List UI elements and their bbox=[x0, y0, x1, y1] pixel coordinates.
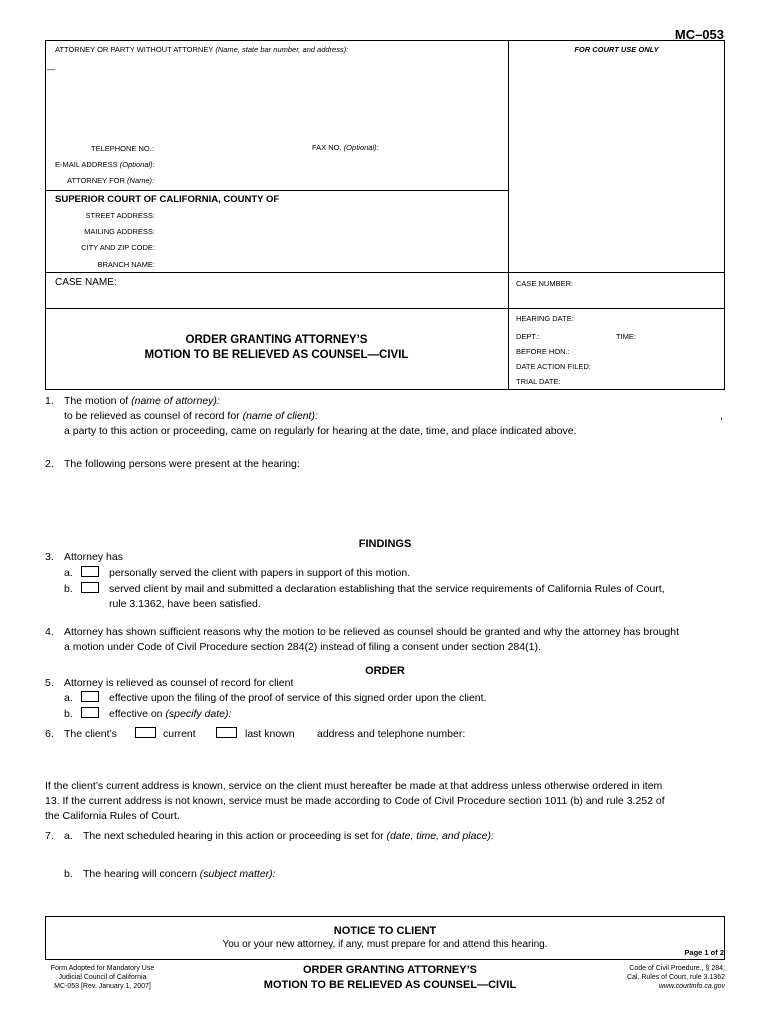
item-5a-text: effective upon the filing of the proof of service of this signed order upon the client. bbox=[109, 692, 487, 704]
attorney-label-paren: (Name, state bar number, and address): bbox=[215, 45, 349, 54]
persons-present-field[interactable] bbox=[64, 474, 720, 532]
date-filed-label: DATE ACTION FILED: bbox=[516, 362, 591, 371]
item-5a-letter: a. bbox=[64, 692, 73, 704]
before-hon-label: BEFORE HON.: bbox=[516, 347, 570, 356]
item-7a-text-plain: The next scheduled hearing in this action or proceeding is set for bbox=[83, 830, 384, 842]
footer-left-line-3: MC-053 [Rev. January 1, 2007] bbox=[54, 983, 151, 990]
footer-title bbox=[200, 963, 580, 993]
form-number: MC–053 bbox=[674, 27, 724, 42]
item-2-number: 2. bbox=[45, 458, 54, 470]
street-field[interactable] bbox=[160, 208, 500, 220]
city-label: CITY AND ZIP CODE: bbox=[81, 243, 155, 252]
attorney-label bbox=[55, 45, 348, 54]
footer-right-line-1: Code of Civil Proedure., § 284; bbox=[629, 965, 725, 972]
item-1-line-a bbox=[64, 395, 220, 407]
notice-box bbox=[45, 916, 725, 960]
item-3b-text-2: rule 3.1362, have been satisfied. bbox=[109, 598, 261, 610]
item-6-current-label: current bbox=[163, 728, 196, 740]
footer-website-link[interactable]: www.courtinfo.ca.gov bbox=[658, 983, 725, 990]
item-4-text-1: Attorney has shown sufficient reasons why the motion to be relieved as counsel should be granted and why the attorney has brought bbox=[64, 626, 680, 638]
item-6-text: The client’s bbox=[64, 728, 117, 740]
street-label: STREET ADDRESS: bbox=[85, 211, 155, 220]
item-7b-text-plain: The hearing will concern bbox=[83, 868, 197, 880]
order-heading: ORDER bbox=[365, 665, 405, 677]
item-1-comma: , bbox=[720, 410, 723, 422]
item-3b-letter: b. bbox=[64, 583, 73, 595]
email-label-text: E-MAIL ADDRESS bbox=[55, 160, 118, 169]
item-7-number: 7. bbox=[45, 830, 54, 842]
footer-title-line-2: MOTION TO BE RELIEVED AS COUNSEL—CIVIL bbox=[263, 979, 517, 991]
notice-title: NOTICE TO CLIENT bbox=[333, 925, 437, 937]
item-3-number: 3. bbox=[45, 551, 54, 563]
county-field[interactable] bbox=[295, 192, 500, 205]
item-5b-text bbox=[109, 708, 231, 720]
case-number-label: CASE NUMBER: bbox=[516, 279, 574, 288]
attorney-for-field[interactable] bbox=[160, 173, 500, 185]
item-7b-text-italic: (subject matter): bbox=[199, 868, 276, 880]
item-3a-checkbox[interactable] bbox=[81, 566, 99, 577]
fax-label bbox=[312, 143, 379, 152]
branch-label: BRANCH NAME: bbox=[97, 260, 155, 269]
fax-field[interactable] bbox=[380, 141, 500, 153]
telephone-label: TELEPHONE NO.: bbox=[91, 144, 154, 153]
attorney-for-label-paren: (Name): bbox=[127, 176, 155, 185]
case-number-field[interactable] bbox=[516, 290, 720, 305]
service-paragraph bbox=[45, 779, 665, 824]
item-5-number: 5. bbox=[45, 677, 54, 689]
item-1-a-italic: (name of attorney): bbox=[131, 395, 220, 407]
item-6-last-known-checkbox[interactable] bbox=[216, 727, 237, 738]
next-hearing-field[interactable] bbox=[83, 846, 720, 864]
service-paragraph-line-3: the California Rules of Court. bbox=[45, 810, 180, 822]
item-3b-text-1: served client by mail and submitted a declaration establishing that the service requirements of California Rules of Court, bbox=[109, 583, 665, 595]
hearing-date-label: HEARING DATE: bbox=[516, 314, 574, 323]
item-1-line-b bbox=[64, 410, 318, 422]
notice-text: You or your new attorney, if any, must prepare for and attend this hearing. bbox=[222, 939, 548, 950]
email-label bbox=[55, 160, 155, 169]
item-6-last-known-label: last known bbox=[245, 728, 295, 740]
dept-label: DEPT.: bbox=[516, 332, 540, 341]
item-7a-text-italic: (date, time, and place): bbox=[386, 830, 494, 842]
item-4-number: 4. bbox=[45, 626, 54, 638]
item-7a-text bbox=[83, 830, 494, 842]
item-6-number: 6. bbox=[45, 728, 54, 740]
attorney-for-label bbox=[67, 176, 154, 185]
item-5-text: Attorney is relieved as counsel of record for client bbox=[64, 677, 294, 689]
item-1-b-italic: (name of client): bbox=[242, 410, 318, 422]
attorney-name-input[interactable] bbox=[250, 394, 720, 407]
footer-left-line-1: Form Adopted for Mandatory Use bbox=[50, 965, 155, 972]
email-label-paren: (Optional): bbox=[119, 160, 155, 169]
time-label: TIME: bbox=[616, 332, 636, 341]
footer-left bbox=[45, 964, 160, 991]
fax-label-text: FAX NO. bbox=[312, 143, 342, 152]
item-5b-letter: b. bbox=[64, 708, 73, 720]
footer-title-line-1: ORDER GRANTING ATTORNEY’S bbox=[303, 964, 477, 976]
city-field[interactable] bbox=[160, 240, 500, 252]
item-1-b-text: to be relieved as counsel of record for bbox=[64, 410, 240, 422]
item-7a-letter: a. bbox=[64, 830, 73, 842]
attorney-for-label-text: ATTORNEY FOR bbox=[67, 176, 125, 185]
fax-label-paren: (Optional): bbox=[343, 143, 379, 152]
attorney-label-text: ATTORNEY OR PARTY WITHOUT ATTORNEY bbox=[55, 45, 214, 54]
item-1-a-text: The motion of bbox=[64, 395, 129, 407]
item-5b-checkbox[interactable] bbox=[81, 707, 99, 718]
form-title bbox=[45, 333, 508, 363]
footer-right-line-2: Cal. Rules of Court, rule 3.1362 bbox=[626, 974, 725, 981]
item-5b-text-italic: (specify date): bbox=[165, 708, 232, 720]
court-title: SUPERIOR COURT OF CALIFORNIA, COUNTY OF bbox=[55, 194, 280, 205]
item-3a-text: personally served the client with papers in support of this motion. bbox=[109, 567, 411, 579]
case-name-field[interactable] bbox=[55, 290, 503, 305]
item-4-text-2: a motion under Code of Civil Procedure section 284(2) instead of filing a consent under section 284(1). bbox=[64, 641, 541, 653]
form-title-line-2: MOTION TO BE RELIEVED AS COUNSEL—CIVIL bbox=[144, 349, 409, 361]
branch-field[interactable] bbox=[160, 257, 500, 269]
item-5b-text-plain: effective on bbox=[109, 708, 163, 720]
telephone-field[interactable] bbox=[160, 141, 300, 153]
mailing-label: MAILING ADDRESS: bbox=[84, 227, 155, 236]
column-divider bbox=[508, 40, 509, 390]
email-field[interactable] bbox=[160, 157, 500, 169]
service-paragraph-line-2: 13. If the current address is not known, service must be made according to Code of Civil Procedure section 1011 (b) and rule 3.252 of bbox=[45, 795, 665, 807]
client-address-field[interactable] bbox=[64, 745, 720, 775]
form-title-line-1: ORDER GRANTING ATTORNEY’S bbox=[185, 334, 368, 346]
effective-date-input[interactable] bbox=[245, 707, 545, 720]
item-6-address-label: address and telephone number: bbox=[317, 728, 466, 740]
attorney-name-field[interactable] bbox=[55, 58, 503, 138]
dash-mark: — bbox=[47, 64, 56, 74]
footer-right bbox=[560, 964, 725, 991]
item-3b-checkbox[interactable] bbox=[81, 582, 99, 593]
service-paragraph-line-1: If the client’s current address is known, service on the client must hereafter be made at that address unless otherwise ordered in item bbox=[45, 780, 663, 792]
case-name-label: CASE NAME: bbox=[55, 277, 117, 288]
item-1-line-c: a party to this action or proceeding, came on regularly for hearing at the date, time, and place indicated above. bbox=[64, 425, 577, 437]
item-3a-letter: a. bbox=[64, 567, 73, 579]
item-7b-text bbox=[83, 868, 276, 880]
divider-title bbox=[45, 308, 725, 309]
divider-court bbox=[45, 190, 508, 191]
item-3-text: Attorney has bbox=[64, 551, 123, 563]
client-name-input[interactable] bbox=[345, 409, 715, 422]
court-use-label: FOR COURT USE ONLY bbox=[574, 45, 659, 54]
footer-left-line-2: Judicial Council of California bbox=[58, 974, 147, 981]
footer-rule bbox=[45, 959, 725, 960]
item-5a-checkbox[interactable] bbox=[81, 691, 99, 702]
item-7b-letter: b. bbox=[64, 868, 73, 880]
findings-heading: FINDINGS bbox=[358, 538, 412, 550]
trial-date-label: TRIAL DATE: bbox=[516, 377, 561, 386]
item-2-text: The following persons were present at the hearing: bbox=[64, 458, 300, 470]
item-6-current-checkbox[interactable] bbox=[135, 727, 156, 738]
item-1-number: 1. bbox=[45, 395, 54, 407]
divider-case-name bbox=[45, 272, 725, 273]
hearing-subject-field[interactable] bbox=[300, 867, 720, 880]
mailing-field[interactable] bbox=[160, 224, 500, 236]
page-number: Page 1 of 2 bbox=[684, 948, 724, 957]
